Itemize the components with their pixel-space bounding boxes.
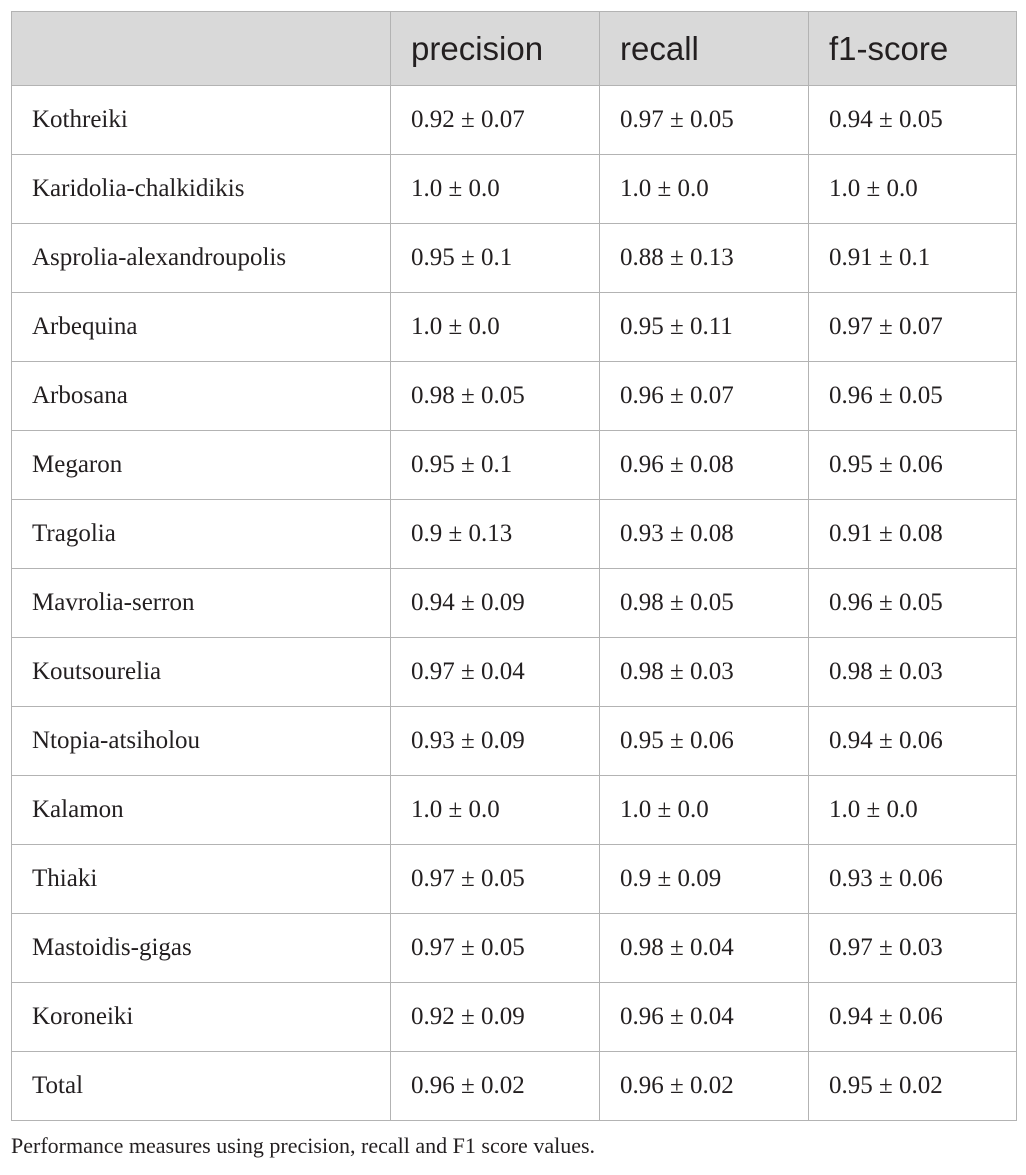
header-cell-recall: recall — [600, 12, 809, 86]
f1-score-cell: 0.95 ± 0.06 — [809, 431, 1017, 500]
f1-score-cell: 0.95 ± 0.02 — [809, 1052, 1017, 1121]
precision-cell: 0.9 ± 0.13 — [391, 500, 600, 569]
row-label-cell: Karidolia-chalkidikis — [12, 155, 391, 224]
recall-cell: 0.93 ± 0.08 — [600, 500, 809, 569]
recall-cell: 0.95 ± 0.06 — [600, 707, 809, 776]
row-label-cell: Kalamon — [12, 776, 391, 845]
row-label-cell: Asprolia-alexandroupolis — [12, 224, 391, 293]
row-label-cell: Tragolia — [12, 500, 391, 569]
precision-cell: 1.0 ± 0.0 — [391, 293, 600, 362]
recall-cell: 0.98 ± 0.03 — [600, 638, 809, 707]
f1-score-cell: 0.94 ± 0.06 — [809, 983, 1017, 1052]
f1-score-cell: 1.0 ± 0.0 — [809, 776, 1017, 845]
recall-cell: 0.98 ± 0.04 — [600, 914, 809, 983]
recall-cell: 1.0 ± 0.0 — [600, 155, 809, 224]
precision-cell: 0.97 ± 0.04 — [391, 638, 600, 707]
recall-cell: 0.96 ± 0.02 — [600, 1052, 809, 1121]
results-table-container — [11, 11, 1016, 1121]
f1-score-cell: 0.97 ± 0.03 — [809, 914, 1017, 983]
row-label-cell: Megaron — [12, 431, 391, 500]
f1-score-cell: 0.93 ± 0.06 — [809, 845, 1017, 914]
row-label-cell: Ntopia-atsiholou — [12, 707, 391, 776]
precision-cell: 0.93 ± 0.09 — [391, 707, 600, 776]
precision-cell: 0.97 ± 0.05 — [391, 914, 600, 983]
header-cell-precision: precision — [391, 12, 600, 86]
row-label-cell: Mastoidis-gigas — [12, 914, 391, 983]
f1-score-cell: 0.91 ± 0.1 — [809, 224, 1017, 293]
performance-table — [11, 11, 1017, 1121]
table-row — [12, 224, 1017, 293]
table-row — [12, 707, 1017, 776]
f1-score-cell: 0.96 ± 0.05 — [809, 569, 1017, 638]
header-cell-f1-score: f1-score — [809, 12, 1017, 86]
header-cell-label — [12, 12, 391, 86]
f1-score-cell: 1.0 ± 0.0 — [809, 155, 1017, 224]
table-row — [12, 776, 1017, 845]
table-row — [12, 155, 1017, 224]
f1-score-cell: 0.97 ± 0.07 — [809, 293, 1017, 362]
precision-cell: 0.95 ± 0.1 — [391, 431, 600, 500]
row-label-cell: Mavrolia-serron — [12, 569, 391, 638]
precision-cell: 0.92 ± 0.09 — [391, 983, 600, 1052]
table-row — [12, 1052, 1017, 1121]
precision-cell: 1.0 ± 0.0 — [391, 776, 600, 845]
precision-cell: 0.95 ± 0.1 — [391, 224, 600, 293]
precision-cell: 0.94 ± 0.09 — [391, 569, 600, 638]
table-row — [12, 638, 1017, 707]
recall-cell: 0.98 ± 0.05 — [600, 569, 809, 638]
row-label-cell: Koroneiki — [12, 983, 391, 1052]
table-row — [12, 845, 1017, 914]
f1-score-cell: 0.96 ± 0.05 — [809, 362, 1017, 431]
recall-cell: 0.97 ± 0.05 — [600, 86, 809, 155]
table-row — [12, 293, 1017, 362]
precision-cell: 0.96 ± 0.02 — [391, 1052, 600, 1121]
f1-score-cell: 0.94 ± 0.06 — [809, 707, 1017, 776]
row-label-cell: Total — [12, 1052, 391, 1121]
table-body — [12, 86, 1017, 1121]
precision-cell: 0.98 ± 0.05 — [391, 362, 600, 431]
f1-score-cell: 0.94 ± 0.05 — [809, 86, 1017, 155]
recall-cell: 0.88 ± 0.13 — [600, 224, 809, 293]
precision-cell: 0.97 ± 0.05 — [391, 845, 600, 914]
recall-cell: 0.95 ± 0.11 — [600, 293, 809, 362]
table-row — [12, 362, 1017, 431]
row-label-cell: Arbequina — [12, 293, 391, 362]
recall-cell: 0.96 ± 0.08 — [600, 431, 809, 500]
recall-cell: 0.96 ± 0.07 — [600, 362, 809, 431]
table-row — [12, 431, 1017, 500]
f1-score-cell: 0.91 ± 0.08 — [809, 500, 1017, 569]
row-label-cell: Thiaki — [12, 845, 391, 914]
table-header-row — [12, 12, 1017, 86]
table-caption: Performance measures using precision, recall and F1 score values. — [11, 1133, 596, 1158]
f1-score-cell: 0.98 ± 0.03 — [809, 638, 1017, 707]
table-row — [12, 86, 1017, 155]
recall-cell: 0.96 ± 0.04 — [600, 983, 809, 1052]
row-label-cell: Kothreiki — [12, 86, 391, 155]
table-row — [12, 914, 1017, 983]
precision-cell: 0.92 ± 0.07 — [391, 86, 600, 155]
row-label-cell: Arbosana — [12, 362, 391, 431]
recall-cell: 0.9 ± 0.09 — [600, 845, 809, 914]
table-row — [12, 983, 1017, 1052]
recall-cell: 1.0 ± 0.0 — [600, 776, 809, 845]
row-label-cell: Koutsourelia — [12, 638, 391, 707]
table-row — [12, 500, 1017, 569]
precision-cell: 1.0 ± 0.0 — [391, 155, 600, 224]
table-row — [12, 569, 1017, 638]
